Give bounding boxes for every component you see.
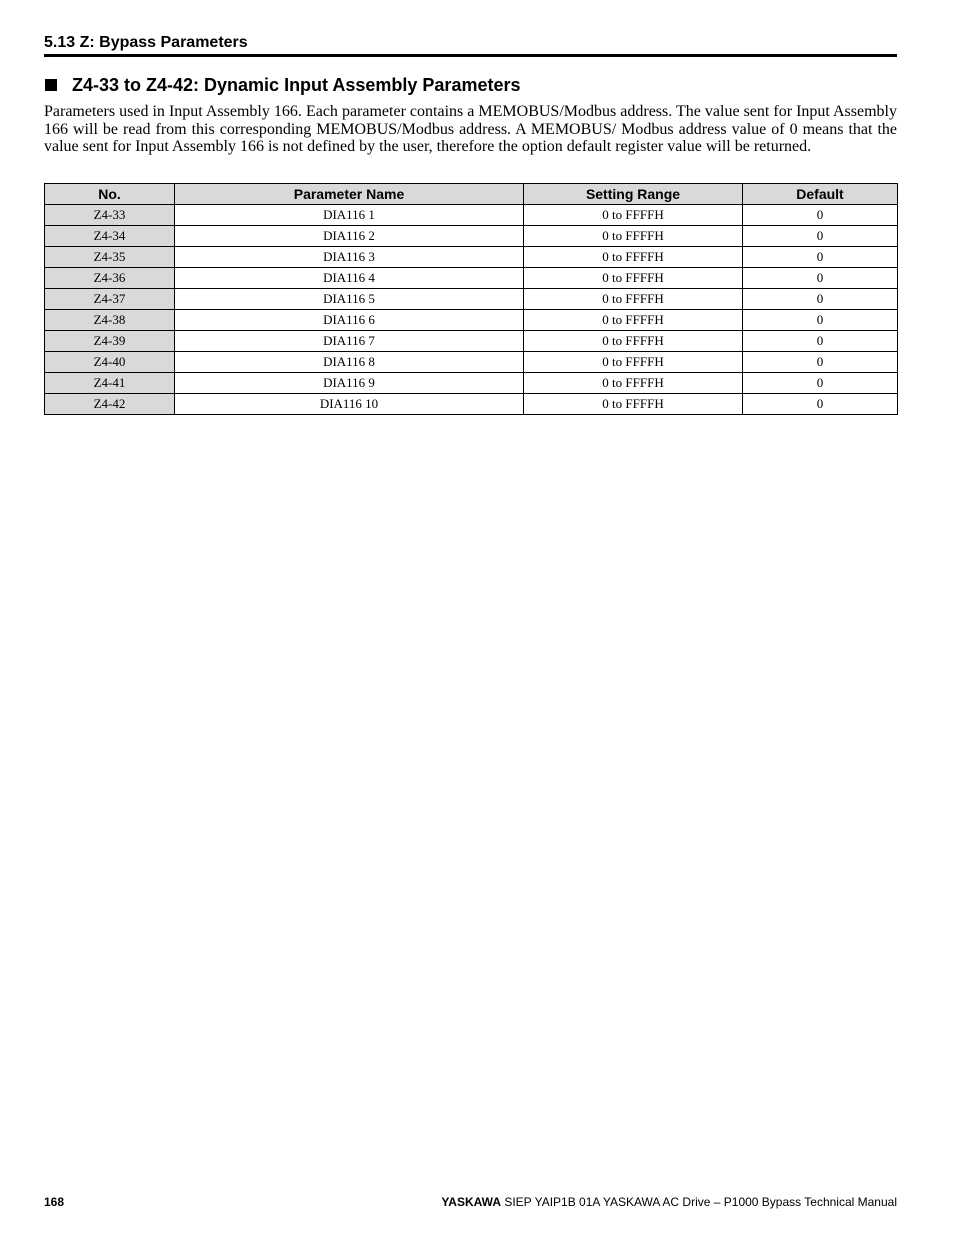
section-header: 5.13 Z: Bypass Parameters: [44, 34, 248, 51]
cell-no: Z4-42: [45, 394, 175, 415]
cell-parameter-name: DIA116 3: [175, 247, 524, 268]
cell-default: 0: [743, 352, 898, 373]
cell-setting-range: 0 to FFFFH: [524, 373, 743, 394]
cell-setting-range: 0 to FFFFH: [524, 226, 743, 247]
table-row: [45, 394, 898, 415]
cell-parameter-name: DIA116 8: [175, 352, 524, 373]
subsection-title: [44, 74, 897, 96]
cell-no: Z4-41: [45, 373, 175, 394]
cell-default: 0: [743, 226, 898, 247]
cell-setting-range: 0 to FFFFH: [524, 352, 743, 373]
cell-setting-range: 0 to FFFFH: [524, 394, 743, 415]
subsection-title-text: Z4-33 to Z4-42: Dynamic Input Assembly Parameters: [72, 75, 521, 95]
parameter-table: [44, 183, 898, 415]
cell-parameter-name: DIA116 6: [175, 310, 524, 331]
cell-parameter-name: DIA116 2: [175, 226, 524, 247]
cell-parameter-name: DIA116 7: [175, 331, 524, 352]
cell-default: 0: [743, 289, 898, 310]
cell-parameter-name: DIA116 1: [175, 205, 524, 226]
cell-setting-range: 0 to FFFFH: [524, 268, 743, 289]
cell-no: Z4-33: [45, 205, 175, 226]
cell-setting-range: 0 to FFFFH: [524, 289, 743, 310]
table-row: [45, 373, 898, 394]
cell-default: 0: [743, 268, 898, 289]
intro-paragraph: Parameters used in Input Assembly 166. Each parameter contains a MEMOBUS/Modbus address. The value sent for Input Assembly 166 will be read from this corresponding MEMOBUS/Modbus address. A MEMOBUS/ Modbus address value of 0 means that the value sent for Input Assembly 166 is not defined by the user, therefore the option default register value will be returned.: [44, 103, 897, 155]
page-number: 168: [44, 1195, 65, 1209]
cell-parameter-name: DIA116 5: [175, 289, 524, 310]
cell-default: 0: [743, 394, 898, 415]
section-rule: [44, 54, 897, 57]
cell-no: Z4-34: [45, 226, 175, 247]
cell-no: Z4-38: [45, 310, 175, 331]
cell-parameter-name: DIA116 9: [175, 373, 524, 394]
table-row: [45, 352, 898, 373]
table-header-row: [45, 184, 898, 205]
column-header-default: Default: [743, 184, 898, 205]
table-row: [45, 289, 898, 310]
cell-setting-range: 0 to FFFFH: [524, 310, 743, 331]
cell-default: 0: [743, 331, 898, 352]
cell-setting-range: 0 to FFFFH: [524, 205, 743, 226]
table-row: [45, 331, 898, 352]
cell-no: Z4-35: [45, 247, 175, 268]
cell-default: 0: [743, 205, 898, 226]
cell-parameter-name: DIA116 10: [175, 394, 524, 415]
footer-brand: YASKAWA: [441, 1195, 501, 1209]
footer-manual-text: SIEP YAIP1B 01A YASKAWA AC Drive – P1000 Bypass Technical Manual: [504, 1195, 897, 1209]
table-row: [45, 205, 898, 226]
cell-no: Z4-39: [45, 331, 175, 352]
cell-default: 0: [743, 373, 898, 394]
cell-no: Z4-40: [45, 352, 175, 373]
table-row: [45, 247, 898, 268]
cell-default: 0: [743, 247, 898, 268]
footer-manual-title: [441, 1194, 897, 1210]
column-header-no: No.: [45, 184, 175, 205]
column-header-parameter-name: Parameter Name: [175, 184, 524, 205]
cell-no: Z4-37: [45, 289, 175, 310]
table-row: [45, 310, 898, 331]
table-row: [45, 268, 898, 289]
table-row: [45, 226, 898, 247]
column-header-setting-range: Setting Range: [524, 184, 743, 205]
cell-setting-range: 0 to FFFFH: [524, 331, 743, 352]
cell-no: Z4-36: [45, 268, 175, 289]
filled-square-icon: [45, 79, 57, 91]
cell-parameter-name: DIA116 4: [175, 268, 524, 289]
cell-default: 0: [743, 310, 898, 331]
cell-setting-range: 0 to FFFFH: [524, 247, 743, 268]
